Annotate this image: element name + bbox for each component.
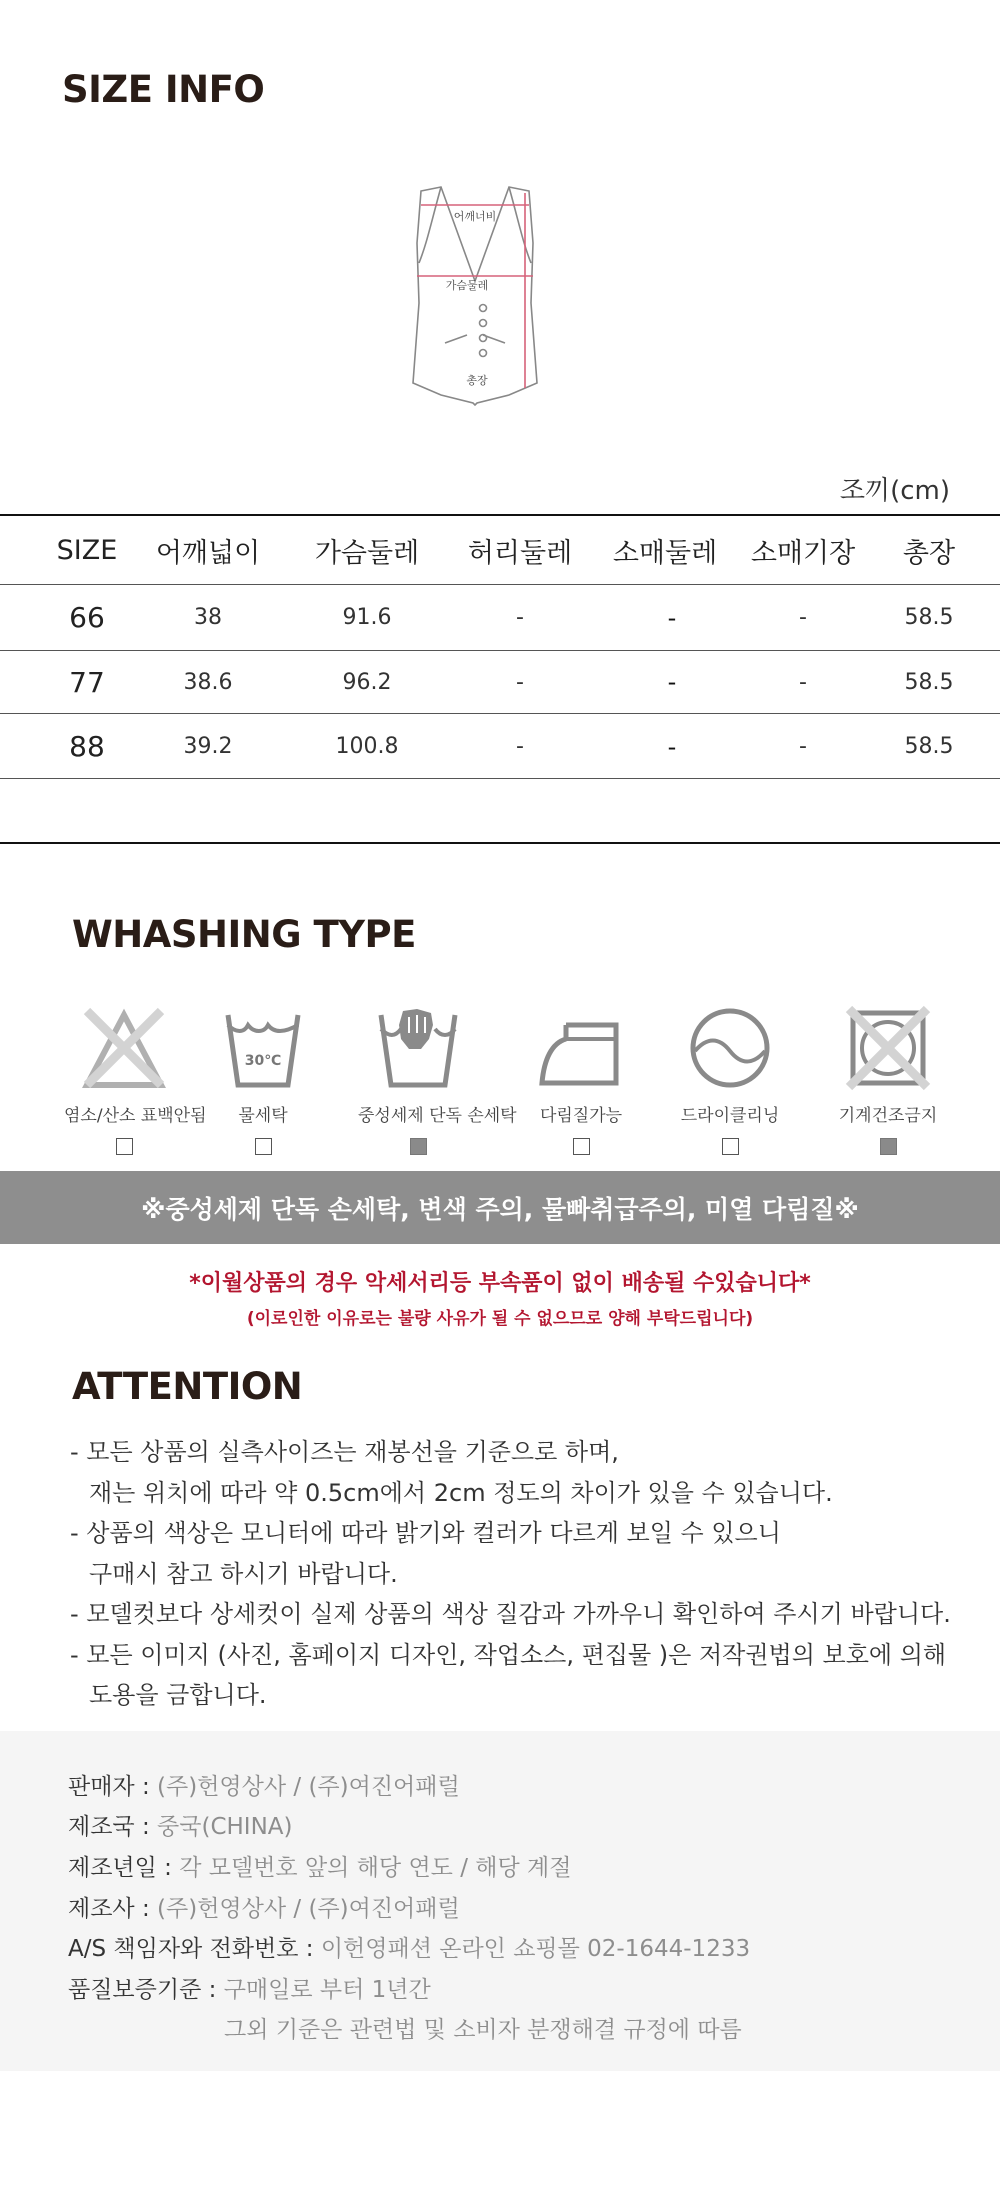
attention-line: 구매시 참고 하시기 바랍니다. <box>89 1559 398 1588</box>
sleeve-length-cell: - <box>799 605 807 630</box>
length-cell: 58.5 <box>904 734 954 759</box>
sleeve-length-cell: - <box>799 734 807 759</box>
info-warranty: 품질보증기준 : 구매일로 부터 1년간 <box>68 1977 431 2003</box>
dry-clean-icon <box>685 1003 775 1093</box>
no-bleach-icon <box>79 1003 169 1093</box>
waist-cell: - <box>516 734 524 759</box>
size-info-title: SIZE INFO <box>62 68 265 111</box>
wash-checkbox <box>880 1138 897 1155</box>
wash-checkbox <box>116 1138 133 1155</box>
wash-30-icon <box>218 1003 308 1093</box>
col-chest: 가슴둘레 <box>314 537 420 569</box>
wash-label: 물세탁 <box>238 1106 288 1126</box>
col-sleeve-round: 소매둘레 <box>612 537 718 569</box>
table-row <box>0 715 1000 778</box>
chest-label: 가슴둘레 <box>445 279 489 292</box>
shoulder-cell: 39.2 <box>183 734 233 759</box>
chest-cell: 96.2 <box>342 669 392 695</box>
col-sleeve-length: 소매기장 <box>750 537 856 569</box>
wash-item-no-bleach <box>64 1003 207 1155</box>
sleeve-round-cell: - <box>667 668 677 696</box>
waist-cell: - <box>516 605 524 630</box>
attention-line: - 모델컷보다 상세컷이 실제 상품의 색상 질감과 가까우니 확인하여 주시기 바랍니다. <box>70 1600 951 1628</box>
hand-wash-icon <box>373 1003 463 1093</box>
wash-item-hand-wash <box>358 1003 517 1155</box>
wash-label: 염소/산소 표백안됨 <box>64 1106 207 1126</box>
wash-checkbox <box>255 1138 272 1155</box>
length-cell: 58.5 <box>904 605 954 630</box>
size-cell: 66 <box>69 601 105 634</box>
wash-item-dry-clean <box>670 1003 790 1155</box>
wash-label: 기계건조금지 <box>838 1106 938 1126</box>
info-seller: 판매자 : (주)헌영상사 / (주)여진어패럴 <box>68 1774 460 1800</box>
attention-title: ATTENTION <box>72 1365 303 1408</box>
washing-title: WHASHING TYPE <box>72 913 416 956</box>
shoulder-cell: 38.6 <box>183 669 233 695</box>
table-row <box>0 652 1000 712</box>
table-divider <box>0 650 1000 651</box>
no-tumble-dry-icon <box>843 1003 933 1093</box>
info-manufacturer: 제조사 : (주)헌영상사 / (주)여진어패럴 <box>68 1896 460 1922</box>
attention-line: - 모든 상품의 실측사이즈는 재봉선을 기준으로 하며, <box>70 1438 619 1466</box>
care-banner: ※중성세제 단독 손세탁, 변색 주의, 물빠취급주의, 미열 다림질※ <box>0 1171 1000 1244</box>
warning-sub: (이로인한 이유로는 불량 사유가 될 수 없으므로 양해 부탁드립니다) <box>246 1309 754 1329</box>
wash-label: 중성세제 단독 손세탁 <box>358 1106 517 1126</box>
size-unit: 조끼(cm) <box>839 476 950 506</box>
iron-icon <box>536 1003 626 1093</box>
svg-text:30℃: 30℃ <box>244 1053 282 1069</box>
section-divider <box>0 842 1000 844</box>
sleeve-round-cell: - <box>667 603 677 632</box>
attention-list <box>70 1432 951 1716</box>
size-cell: 77 <box>69 665 105 699</box>
info-country: 제조국 : 중국(CHINA) <box>68 1814 293 1840</box>
wash-item-no-tumble-dry <box>828 1003 948 1155</box>
wash-label: 드라이클리닝 <box>680 1106 780 1126</box>
length-cell: 58.5 <box>904 669 954 695</box>
table-divider <box>0 584 1000 585</box>
wash-checkbox <box>573 1138 590 1155</box>
table-divider <box>0 778 1000 779</box>
attention-line: - 상품의 색상은 모니터에 따라 밝기와 컬러가 다르게 보일 수 있으니 <box>70 1519 781 1547</box>
size-cell: 88 <box>69 730 105 763</box>
attention-line: 재는 위치에 따라 약 0.5cm에서 2cm 정도의 차이가 있을 수 있습니다. <box>89 1478 833 1507</box>
product-info-box <box>0 1731 1000 2071</box>
chest-cell: 100.8 <box>335 734 399 759</box>
chest-cell: 91.6 <box>342 605 392 630</box>
sleeve-round-cell: - <box>667 732 677 761</box>
col-shoulder: 어깨넓이 <box>155 537 261 569</box>
length-label: 총장 <box>466 374 488 387</box>
warning-main: *이월상품의 경우 악세서리등 부속품이 없이 배송될 수있습니다* <box>189 1271 811 1296</box>
info-as-contact: A/S 책임자와 전화번호 : 이헌영패션 온라인 쇼핑몰 02-1644-1233 <box>68 1936 751 1962</box>
wash-item-water-wash <box>203 1003 323 1155</box>
info-warranty-note: 그외 기준은 관련법 및 소비자 분쟁해결 규정에 따름 <box>224 2017 742 2043</box>
table-divider <box>0 713 1000 714</box>
shoulder-cell: 38 <box>194 605 222 630</box>
wash-item-iron <box>521 1003 641 1155</box>
wash-checkbox <box>410 1138 427 1155</box>
sleeve-length-cell: - <box>799 669 807 695</box>
col-length: 총장 <box>902 537 956 569</box>
waist-cell: - <box>516 669 524 695</box>
attention-line: - 모든 이미지 (사진, 홈페이지 디자인, 작업소스, 편집물 )은 저작권법의 보호에 의해 <box>70 1640 947 1669</box>
table-row <box>0 586 1000 649</box>
wash-checkbox <box>722 1138 739 1155</box>
vest-measure-diagram <box>405 183 545 417</box>
col-size: SIZE <box>56 534 118 566</box>
size-table-header <box>0 520 1000 580</box>
col-waist: 허리둘레 <box>467 537 573 569</box>
table-top-border <box>0 514 1000 516</box>
attention-line: 도용을 금합니다. <box>89 1681 267 1709</box>
wash-label: 다림질가능 <box>539 1106 623 1126</box>
info-date: 제조년일 : 각 모델번호 앞의 해당 연도 / 해당 계절 <box>68 1855 572 1881</box>
shoulder-label: 어깨너비 <box>453 210 497 223</box>
